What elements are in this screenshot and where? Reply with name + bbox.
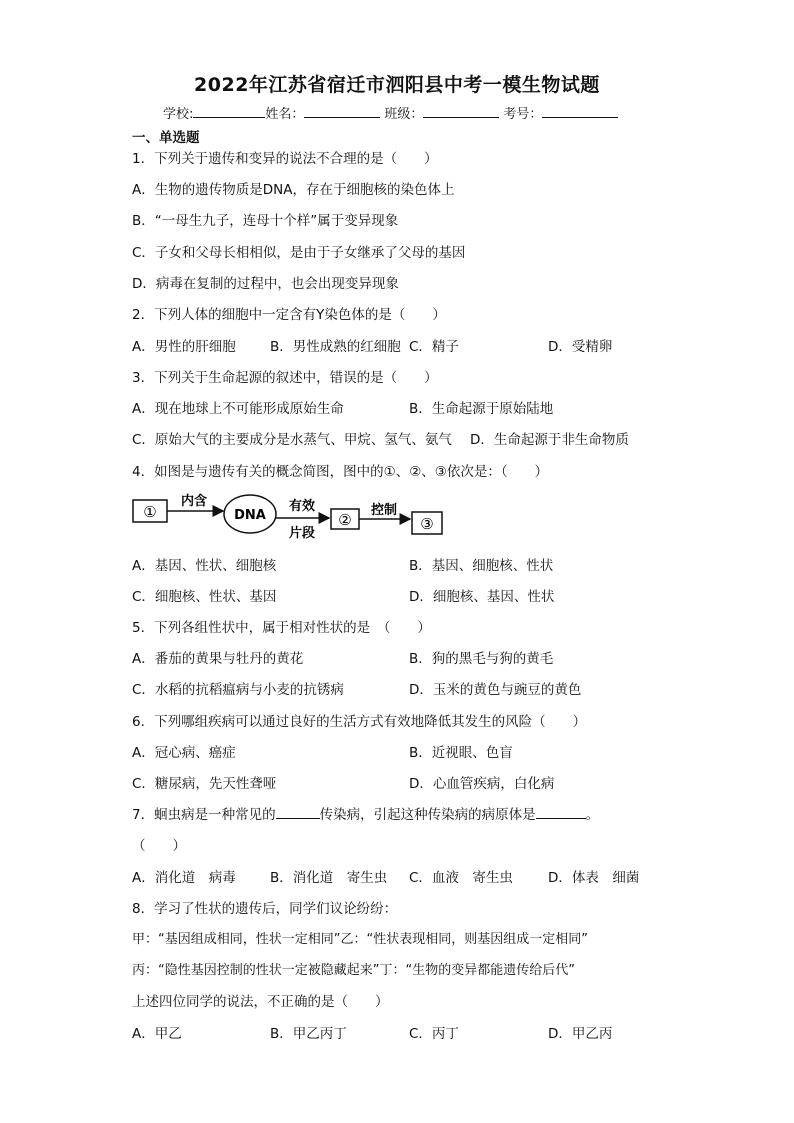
q8-option-c[interactable]: C．丙丁	[409, 1026, 459, 1042]
q8-option-b[interactable]: B．甲乙丙丁	[270, 1026, 347, 1042]
exam-no-blank[interactable]	[542, 105, 618, 118]
q3-option-c[interactable]: C．原始大气的主要成分是水蒸气、甲烷、氢气、氨气	[132, 432, 452, 448]
q5-option-d[interactable]: D．玉米的黄色与豌豆的黄色	[409, 682, 582, 698]
q4-option-a[interactable]: A．基因、性状、细胞核	[132, 558, 277, 574]
q7-option-c[interactable]: C．血液 寄生虫	[409, 870, 513, 886]
diagram-arrow-1-label: 内含	[180, 494, 208, 509]
q3-option-b[interactable]: B．生命起源于原始陆地	[409, 401, 554, 417]
q7-blank-2[interactable]	[536, 806, 586, 819]
q1-option-b[interactable]: B．“一母生九子，连母十个样”属于变异现象	[132, 213, 399, 229]
diagram-box-3-label: ③	[420, 515, 434, 533]
q2-option-a[interactable]: A．男性的肝细胞	[132, 339, 236, 355]
class-label: 班级：	[384, 107, 424, 122]
question-7-stem	[132, 806, 599, 824]
diagram-box-2-label: ②	[338, 511, 352, 529]
name-label: 姓名：	[265, 107, 305, 122]
q2-option-b[interactable]: B．男性成熟的红细胞	[270, 339, 401, 355]
question-5-stem: 5．下列各组性状中，属于相对性状的是 （ ）	[132, 620, 431, 636]
question-2-stem: 2．下列人体的细胞中一定含有Y染色体的是（ ）	[132, 307, 446, 323]
q2-option-c[interactable]: C．精子	[409, 339, 459, 355]
q8-option-d[interactable]: D．甲乙丙	[548, 1026, 613, 1042]
diagram-dna-label: DNA	[234, 508, 266, 523]
diagram-arrow-2-bottom-label: 片段	[288, 526, 316, 541]
q8-statement-line-1: 甲：“基因组成相同，性状一定相同”乙：“性状表现相同，则基因组成一定相同”	[132, 932, 588, 947]
q5-option-a[interactable]: A．番茄的黄果与牡丹的黄花	[132, 651, 304, 667]
q7-option-d[interactable]: D．体表 细菌	[548, 870, 640, 886]
school-blank[interactable]	[193, 105, 265, 118]
q2-option-d[interactable]: D．受精卵	[548, 339, 613, 355]
q7-option-b[interactable]: B．消化道 寄生虫	[270, 870, 388, 886]
genetics-concept-diagram	[132, 488, 452, 544]
question-6-stem: 6．下列哪组疾病可以通过良好的生活方式有效地降低其发生的风险（ ）	[132, 714, 587, 730]
q3-option-d[interactable]: D．生命起源于非生命物质	[470, 432, 629, 448]
section-heading: 一、单选题	[132, 130, 200, 146]
q4-option-b[interactable]: B．基因、细胞核、性状	[409, 558, 554, 574]
student-info-line	[163, 103, 618, 122]
q6-option-a[interactable]: A．冠心病、癌症	[132, 745, 236, 761]
class-blank[interactable]	[423, 105, 499, 118]
question-3-stem: 3．下列关于生命起源的叙述中，错误的是（ ）	[132, 370, 438, 386]
q7-stem-part3: 。	[585, 807, 600, 823]
question-4-stem: 4．如图是与遗传有关的概念简图，图中的①、②、③依次是：（ ）	[132, 464, 549, 480]
school-label: 学校:	[163, 107, 194, 122]
q8-question-line: 上述四位同学的说法，不正确的是（ ）	[132, 994, 389, 1010]
page-title: 2022年江苏省宿迁市泗阳县中考一模生物试题	[194, 74, 600, 96]
q3-option-a[interactable]: A．现在地球上不可能形成原始生命	[132, 401, 344, 417]
q4-option-d[interactable]: D．细胞核、基因、性状	[409, 589, 555, 605]
q6-option-b[interactable]: B．近视眼、色盲	[409, 745, 513, 761]
q7-stem-part1: 7．蛔虫病是一种常见的	[132, 807, 276, 823]
q8-statement-line-2: 丙：“隐性基因控制的性状一定被隐藏起来”丁：“生物的变异都能遗传给后代”	[132, 963, 575, 978]
q6-option-c[interactable]: C．糖尿病，先天性聋哑	[132, 776, 277, 792]
question-1-stem: 1．下列关于遗传和变异的说法不合理的是（ ）	[132, 151, 438, 167]
q7-answer-paren: （ ）	[132, 838, 186, 854]
q7-blank-1[interactable]	[276, 806, 320, 819]
q7-option-a[interactable]: A．消化道 病毒	[132, 870, 236, 886]
exam-no-label: 考号：	[503, 107, 543, 122]
q5-option-b[interactable]: B．狗的黑毛与狗的黄毛	[409, 651, 554, 667]
q1-option-d[interactable]: D．病毒在复制的过程中，也会出现变异现象	[132, 276, 399, 292]
q7-stem-part2: 传染病，引起这种传染病的病原体是	[319, 807, 536, 823]
diagram-box-1-label: ①	[143, 503, 157, 521]
diagram-arrow-2-top-label: 有效	[288, 499, 316, 514]
q4-option-c[interactable]: C．细胞核、性状、基因	[132, 589, 277, 605]
q8-option-a[interactable]: A．甲乙	[132, 1026, 182, 1042]
name-blank[interactable]	[304, 105, 380, 118]
q6-option-d[interactable]: D．心血管疾病，白化病	[409, 776, 555, 792]
q5-option-c[interactable]: C．水稻的抗稻瘟病与小麦的抗锈病	[132, 682, 344, 698]
q1-option-c[interactable]: C．子女和父母长相相似，是由于子女继承了父母的基因	[132, 245, 466, 261]
question-8-stem: 8．学习了性状的遗传后，同学们议论纷纷：	[132, 901, 398, 917]
diagram-arrow-3-label: 控制	[370, 503, 398, 518]
q1-option-a[interactable]: A．生物的遗传物质是DNA，存在于细胞核的染色体上	[132, 182, 455, 198]
